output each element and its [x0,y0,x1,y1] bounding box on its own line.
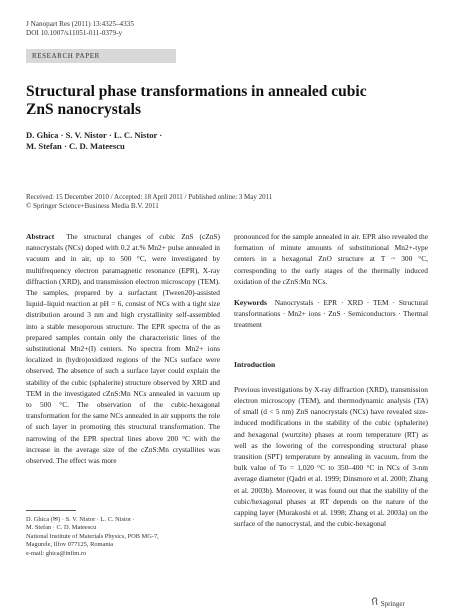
abstract-paragraph [26,231,220,466]
publisher-name: Springer [380,600,405,608]
affiliation-line-3: National Institute of Materials Physics, POB MG-7, [26,532,159,540]
author-list [26,130,326,152]
affiliation-email: e-mail: ghica@infim.ro [26,549,87,557]
affiliation-line-1: D. Ghica (✉) · S. V. Nistor · L. C. Nistor · [26,516,135,523]
keywords-paragraph [234,297,428,331]
copyright-line: © Springer Science+Business Media B.V. 2011 [26,202,159,210]
keywords-body: Nanocrystals · EPR · XRD · TEM · Structural transformations · Mn2+ ions · ZnS · Semiconductors · Thermal treatment [234,298,428,330]
publication-dates [26,193,426,211]
paper-title-line-2: ZnS nanocrystals [26,101,141,118]
affiliation-line-2: M. Stefan · C. D. Mateescu [26,524,97,532]
left-column [26,231,220,466]
journal-citation: J Nanopart Res (2011) 13:4325–4335 [26,20,134,28]
author-affiliation [26,516,220,558]
springer-horse-icon [371,597,379,608]
author-list-line-1: D. Ghica · S. V. Nistor · L. C. Nistor · [26,130,163,140]
abstract-heading: Abstract [26,232,55,241]
article-type-badge [26,49,176,63]
affiliation-line-4: Magurele, Ilfov 077125, Romania [26,541,114,549]
introduction-body: Previous investigations by X-ray diffraction (XRD), transmission electron microscopy (TEM), and thermodynamic analysis (TA) of small (d < 5 nm) ZnS nanocrystals (NCs) have revealed size-induced modifications in the stability of the cubic (sphalerite) and hexagonal (wurtzite) phases at room temperature (RT) as well as the lowering of the corresponding structural phase transition (SPT) temperature by annealing in vacuum, from the bulk value of To = 1,020 °C to 350–400 °C in NCs of 3-nm average diameter (Qadri et al. 1999; Dinsmore et al. 2000; Zhang et al. 2003b). Moreover, it was found out that the stability of the cubic/hexagonal phases at RT depends on the nature of the capping layer (Murakoshi et al. 1998; Zhang et al. 2003a) on the surface of the nanocrystal, and the cubic-hexagonal [234,384,428,529]
introduction-heading: Introduction [234,359,276,369]
paper-title [26,83,426,119]
journal-header [26,20,134,38]
article-type-label: RESEARCH PAPER [32,52,100,60]
paper-title-line-1: Structural phase transformations in annealed cubic [26,83,367,100]
abstract-continued: pronounced for the sample annealed in air. EPR also revealed the formation of minute amounts of substitutional Mn2+-type centers in a hexagonal ZnO structure at T ~ 300 °C, corresponding to the early stages of the thermally induced oxidation of the cZnS:Mn NCs. [234,232,428,286]
journal-doi: DOI 10.1007/s11051-011-0379-y [26,29,123,37]
dates-line: Received: 15 December 2010 / Accepted: 18 April 2011 / Published online: 3 May 2011 [26,193,273,201]
footnote-divider [26,510,76,511]
author-list-line-2: M. Stefan · C. D. Mateescu [26,141,125,151]
abstract-body: The structural changes of cubic ZnS (cZnS) nanocrystals (NCs) doped with 0.2 at.% Mn2+ pulse annealed in vacuum and in air, up to 500 °C, were investigated by multifrequency electron paramagnetic resonance (EPR), X-ray diffraction (XRD), and transmission electron microscopy (TEM). The samples, prepared by a surfactant (Tween20)-assisted liquid–liquid reaction at pH = 6, consist of NCs with a tight size distribution around 3 nm and high crystallinity self-assembled into a stable mesoporous structure. The EPR spectra of the as prepared samples contain only the characteristic lines of the substitutional Mn2+(I) centers. No spectra from Mn2+ ions localized in (hydro)oxidized regions of the NCs surface were observed. The absence of such a surface layer could explain the stability of the cubic (sphalerite) structure observed by XRD and TEM in the investigated cZnS:Mn NCs annealed in vacuum up to 500 °C. The observation of the cubic-hexagonal transformation for the same NCs annealed in air supports the role of such layer in promoting this structural transformation. The narrowing of the EPR spectral lines above 200 °C with the increase in the average size of the cZnS:Mn crystallites was observed. The effect was more [26,232,220,466]
right-column [234,231,428,529]
publisher-footer [371,597,405,608]
keywords-heading: Keywords [234,298,267,308]
